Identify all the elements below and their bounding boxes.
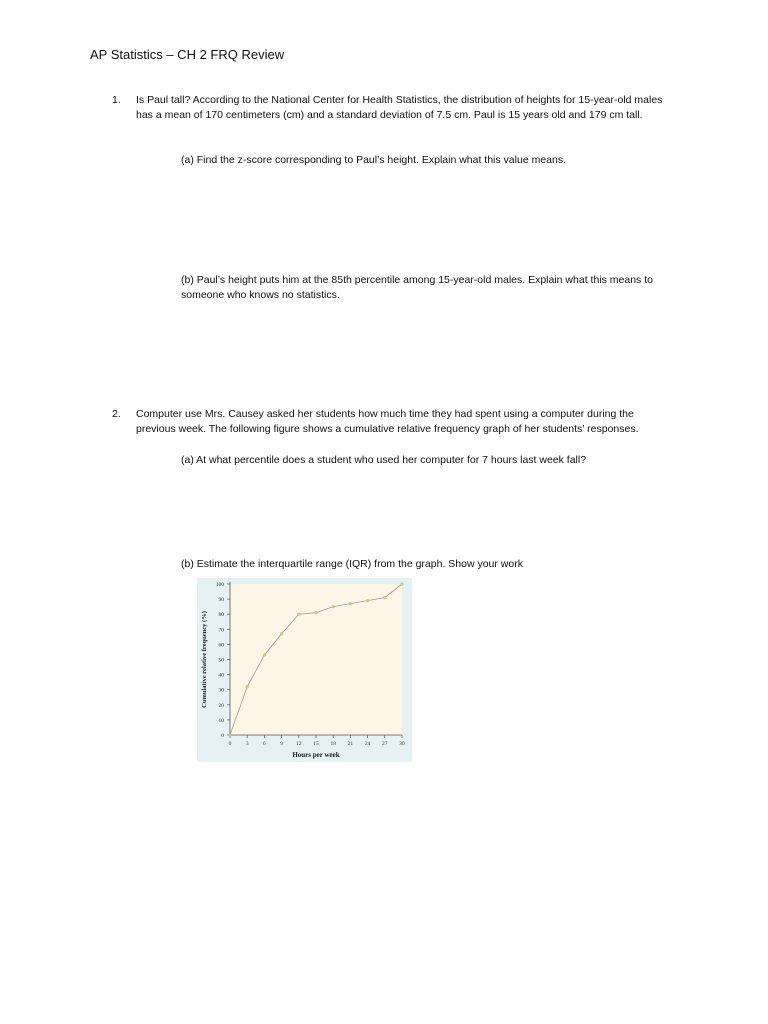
x-tick-label: 6 <box>263 741 266 747</box>
x-tick-label: 3 <box>245 741 249 747</box>
question-1-text: Is Paul tall? According to the National Center for Health Statistics, the distribution of heights for 15-year-old males has a mean of 170 centimeters (cm) and a standard deviation of 7.5 cm. Paul is 15 years old and 179 cm tall. <box>136 94 663 121</box>
x-tick-label: 27 <box>382 741 388 747</box>
y-tick-label: 50 <box>218 657 224 664</box>
page-title: AP Statistics – CH 2 FRQ Review <box>90 47 285 62</box>
x-tick-label: 15 <box>313 741 319 747</box>
x-tick-label: 21 <box>347 741 354 747</box>
x-tick-label: 30 <box>399 741 405 747</box>
y-tick-label: 80 <box>218 612 224 619</box>
data-point <box>280 632 283 635</box>
question-1-number: 1. <box>112 94 121 106</box>
data-point <box>366 599 369 602</box>
question-2-part-a: (a) At what percentile does a student who used her computer for 7 hours last week fall? <box>181 454 587 466</box>
data-point <box>229 734 232 737</box>
data-point <box>246 685 249 688</box>
data-point <box>383 596 386 599</box>
question-2-part-b: (b) Estimate the interquartile range (IQR) from the graph. Show your work <box>181 558 523 570</box>
x-tick-label: 0 <box>228 741 232 747</box>
y-tick-label: 70 <box>218 627 224 634</box>
y-tick-label: 60 <box>218 642 224 649</box>
y-tick-label: 0 <box>221 733 224 739</box>
question-2-number: 2. <box>112 408 121 420</box>
data-point <box>332 605 335 608</box>
y-axis-label: Cumulative relative frequency (%) <box>201 611 208 708</box>
cumulative-frequency-chart <box>197 578 412 762</box>
x-axis-label: Hours per week <box>292 751 340 759</box>
data-point <box>263 654 266 657</box>
question-2-text: Computer use Mrs. Causey asked her students how much time they had spent using a computer during the previous week. The following figure shows a cumulative relative frequency graph of her students’ responses. <box>136 408 639 435</box>
plot-area <box>230 584 402 735</box>
y-tick-label: 90 <box>218 597 224 604</box>
question-1-part-a: (a) Find the z-score corresponding to Paul’s height. Explain what this value means. <box>181 154 567 166</box>
x-tick-label: 9 <box>280 741 283 747</box>
data-point <box>297 613 300 616</box>
question-1-part-b: (b) Paul’s height puts him at the 85th percentile among 15-year-old males. Explain what this means to someone who knows no statistics. <box>181 274 653 301</box>
y-tick-label: 100 <box>215 582 224 588</box>
data-point <box>315 611 318 614</box>
x-tick-label: 24 <box>364 741 371 747</box>
x-tick-label: 12 <box>296 741 302 747</box>
y-tick-label: 10 <box>218 717 224 724</box>
y-tick-label: 40 <box>218 672 224 679</box>
data-point <box>401 583 404 586</box>
data-point <box>349 602 352 605</box>
y-tick-label: 30 <box>218 687 224 694</box>
y-tick-label: 20 <box>218 702 224 709</box>
chart-svg <box>197 578 412 762</box>
x-tick-label: 18 <box>330 741 336 747</box>
